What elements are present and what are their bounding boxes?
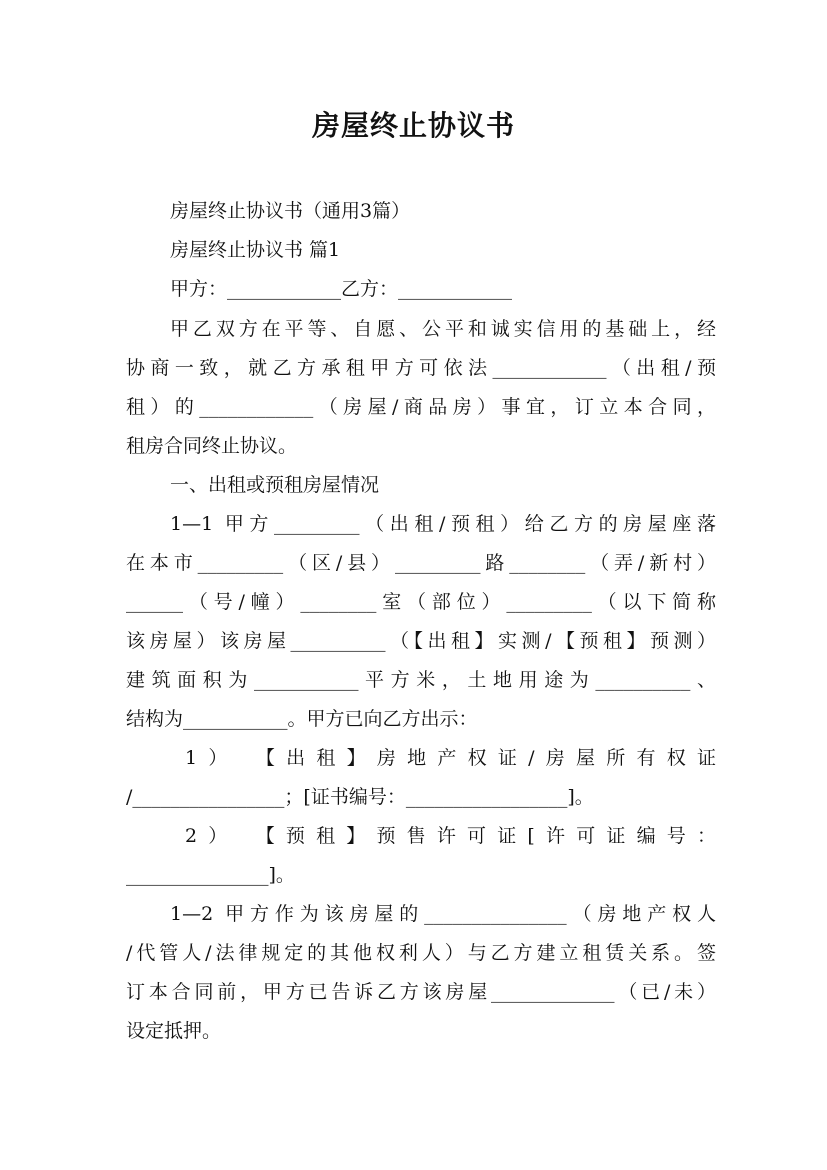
- paragraph-line: ______（号/幢）________室（部位）_________（以下简称: [126, 591, 716, 613]
- section-heading: 一、出租或预租房屋情况: [170, 474, 380, 496]
- paragraph-line: /代管人/法律规定的其他权利人）与乙方建立租赁关系。签: [126, 942, 716, 964]
- paragraph-line: 在本市_________（区/县）_________路________（弄/新村）: [126, 552, 716, 574]
- paragraph-line: 该房屋）该房屋__________（【出租】实测/【预租】预测）: [126, 630, 716, 652]
- paragraph-line: 租房合同终止协议。: [126, 435, 298, 457]
- paragraph-line: _______________]。: [126, 864, 295, 886]
- section-heading: 房屋终止协议书 篇1: [170, 239, 341, 261]
- subtitle-line: 房屋终止协议书（通用3篇）: [170, 200, 411, 222]
- paragraph-line: 租）的____________（房屋/商品房）事宜，订立本合同，: [126, 396, 716, 418]
- paragraph-line: /________________；[证书编号：_________________]。: [126, 786, 594, 808]
- parties-line: 甲方：____________乙方：____________: [170, 278, 513, 300]
- paragraph-line: 设定抵押。: [126, 1020, 222, 1042]
- paragraph-line: 1—1 甲方_________（出租/预租）给乙方的房屋座落: [170, 513, 716, 535]
- paragraph-line: 订本合同前，甲方已告诉乙方该房屋_____________（已/未）: [126, 981, 716, 1003]
- document-title: 房屋终止协议书: [311, 109, 515, 142]
- list-item: 2） 【预租】预售许可证[许可证编号：: [185, 825, 716, 847]
- list-item: 1） 【出租】房地产权证/房屋所有权证: [185, 747, 716, 769]
- paragraph-line: 结构为___________。甲方已向乙方出示：: [126, 708, 478, 730]
- paragraph-line: 甲乙双方在平等、自愿、公平和诚实信用的基础上，经: [170, 318, 716, 340]
- paragraph-line: 协商一致，就乙方承租甲方可依法____________（出租/预: [126, 357, 716, 379]
- paragraph-line: 建筑面积为___________平方米，土地用途为__________、: [126, 669, 716, 691]
- paragraph-line: 1—2 甲方作为该房屋的_______________（房地产权人: [170, 903, 716, 925]
